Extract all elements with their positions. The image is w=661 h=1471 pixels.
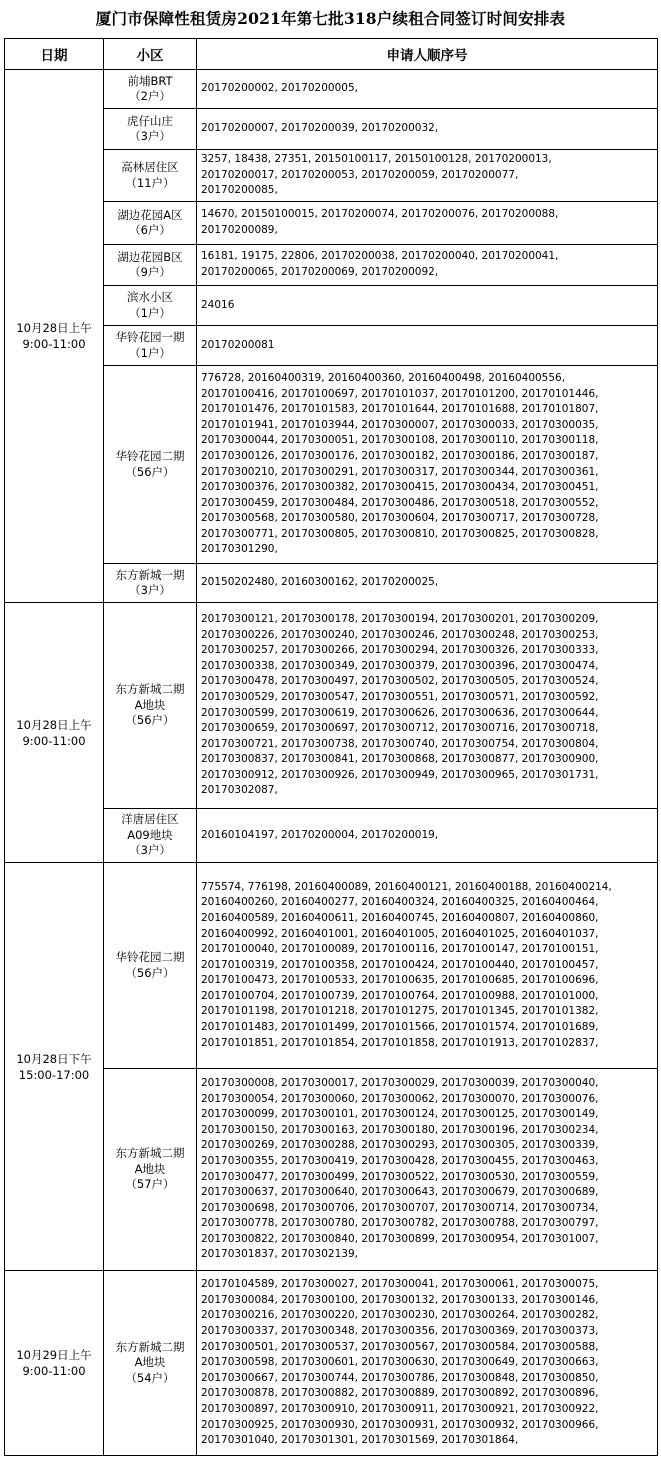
applicant-ids-line: 20170300599, 20170300619, 20170300626, 20170300636, 20170300644,: [201, 706, 599, 719]
table-row: [5, 863, 658, 1069]
applicant-ids-line: 20170200017, 20170200053, 20170200059, 20170200077,: [201, 168, 519, 181]
schedule-body: [5, 70, 658, 1456]
community-name-line: （56户）: [125, 965, 175, 980]
applicant-ids-cell: [197, 70, 658, 109]
date-text: 10月28日上午: [16, 321, 92, 335]
applicant-ids-line: 775574, 776198, 20160400089, 20160400121, 20160400188, 20160400214,: [201, 880, 612, 893]
applicant-ids-cell: [197, 603, 658, 809]
community-name-line: 湖边花园A区: [117, 207, 183, 222]
community-name-line: 洋唐居住区: [121, 812, 179, 827]
applicant-ids-line: 20150202480, 20160300162, 20170200025,: [201, 576, 439, 589]
community-cell: [104, 863, 197, 1069]
applicant-ids-line: 20170300529, 20170300547, 20170300551, 20170300571, 20170300592,: [201, 690, 599, 703]
applicant-ids-cell: [197, 863, 658, 1069]
applicant-ids-line: 20170300897, 20170300910, 20170300911, 20170300921, 20170300922,: [201, 1402, 599, 1415]
applicant-ids-line: 20170300667, 20170300744, 20170300786, 20170300848, 20170300850,: [201, 1371, 599, 1384]
date-text: 10月28日上午: [16, 717, 92, 732]
community-name-line: （11户）: [125, 175, 175, 190]
applicant-ids-cell: [197, 1271, 658, 1456]
community-cell: [104, 109, 197, 150]
applicant-ids-line: 20170300925, 20170300930, 20170300931, 20170300932, 20170300966,: [201, 1418, 599, 1431]
applicant-ids-cell: [197, 809, 658, 863]
applicant-ids-cell: [197, 245, 658, 286]
applicant-ids-cell: [197, 202, 658, 245]
applicant-ids-line: 20170300459, 20170300484, 20170300486, 20170300518, 20170300552,: [201, 496, 599, 509]
community-name-line: A09地块: [127, 827, 173, 842]
community-name-line: （6户）: [129, 223, 171, 237]
applicant-ids-line: 776728, 20160400319, 20160400360, 20160400498, 20160400556,: [201, 371, 566, 384]
community-name-line: 华铃花园一期: [115, 330, 185, 344]
community-cell: [104, 326, 197, 366]
community-cell: [104, 1271, 197, 1456]
applicant-ids-line: 20170300044, 20170300051, 20170300108, 20170300110, 20170300118,: [201, 434, 599, 447]
applicant-ids-line: 20170300216, 20170300220, 20170300230, 20170300264, 20170300282,: [201, 1309, 599, 1322]
applicant-ids-line: 20170300269, 20170300288, 20170300293, 20170300305, 20170300339,: [201, 1139, 599, 1152]
community-name-line: （9户）: [129, 265, 171, 279]
page-title: 厦门市保障性租赁房2021年第七批318户续租合同签订时间安排表: [95, 9, 566, 28]
applicant-ids-line: 20170101941, 20170103944, 20170300007, 20170300033, 20170300035,: [201, 418, 599, 431]
community-name-line: 东方新城二期: [115, 1146, 185, 1161]
applicant-ids-line: 14670, 20150100015, 20170200074, 20170200076, 20170200088,: [201, 208, 559, 221]
header-date: 日期: [5, 39, 104, 70]
applicant-ids-line: 20170200007, 20170200039, 20170200032,: [201, 122, 439, 135]
community-name-line: 滨水小区: [127, 290, 173, 304]
applicant-ids-cell: [197, 109, 658, 150]
community-cell: [104, 1069, 197, 1271]
community-name-line: 华铃花园二期: [115, 950, 185, 964]
community-name-line: （3户）: [129, 843, 171, 858]
applicant-ids-line: 20170300771, 20170300805, 20170300810, 20170300825, 20170300828,: [201, 527, 599, 540]
applicant-ids-line: 20170104589, 20170300027, 20170300041, 20170300061, 20170300075,: [201, 1278, 599, 1291]
community-cell: [104, 202, 197, 245]
applicant-ids-line: 20170300637, 20170300640, 20170300643, 20170300679, 20170300689,: [201, 1186, 599, 1199]
table-row: [5, 603, 658, 809]
applicant-ids-line: 20170100040, 20170100089, 20170100116, 20170100147, 20170100151,: [201, 943, 599, 956]
applicant-ids-line: 20170300912, 20170300926, 20170300949, 20170300965, 20170301731,: [201, 768, 599, 781]
applicant-ids-cell: [197, 150, 658, 202]
community-cell: [104, 150, 197, 202]
community-name-line: （2户）: [129, 89, 171, 103]
applicant-ids-cell: [197, 366, 658, 564]
applicant-ids-line: 20160104197, 20170200004, 20170200019,: [201, 828, 439, 841]
community-name-line: 东方新城二期: [115, 682, 185, 697]
table-row: [5, 70, 658, 109]
community-name-line: A地块: [134, 1161, 166, 1176]
date-cell: [5, 863, 104, 1271]
time-range: 9:00-11:00: [22, 1364, 86, 1378]
applicant-ids-line: 20170100704, 20170100739, 20170100764, 20170100988, 20170101000,: [201, 989, 599, 1002]
applicant-ids-line: 20170300226, 20170300240, 20170300246, 20170300248, 20170300253,: [201, 628, 599, 641]
applicant-ids-line: 20170200085,: [201, 184, 278, 197]
applicant-ids-cell: [197, 326, 658, 366]
applicant-ids-line: 20170300355, 20170300419, 20170300428, 20170300455, 20170300463,: [201, 1154, 599, 1167]
applicant-ids-line: 24016: [201, 298, 235, 311]
schedule-table: [4, 38, 658, 1456]
applicant-ids-line: 20170300099, 20170300101, 20170300124, 20170300125, 20170300149,: [201, 1108, 599, 1121]
header-row: [5, 39, 658, 70]
community-name-line: 东方新城二期: [115, 1339, 185, 1354]
community-name-line: （56户）: [125, 464, 175, 479]
applicant-ids-line: 20170300337, 20170300348, 20170300356, 20170300369, 20170300373,: [201, 1325, 599, 1338]
applicant-ids-line: 20170300778, 20170300780, 20170300782, 20170300788, 20170300797,: [201, 1217, 599, 1230]
community-name-line: （1户）: [129, 345, 171, 360]
community-name-line: 湖边花园B区: [117, 249, 183, 264]
community-name-line: A地块: [134, 697, 166, 712]
community-name-line: 虎仔山庄: [127, 113, 173, 128]
applicant-ids-line: 20170200081: [201, 338, 275, 351]
community-cell: [104, 245, 197, 286]
community-cell: [104, 564, 197, 603]
applicant-ids-line: 20170300210, 20170300291, 20170300317, 20170300344, 20170300361,: [201, 465, 599, 478]
applicant-ids-line: 20170300598, 20170300601, 20170300630, 20170300649, 20170300663,: [201, 1356, 599, 1369]
header-community: 小区: [104, 39, 197, 70]
applicant-ids-line: 20170300126, 20170300176, 20170300182, 20170300186, 20170300187,: [201, 449, 599, 462]
applicant-ids-line: 20170300054, 20170300060, 20170300062, 20170300070, 20170300076,: [201, 1092, 599, 1105]
community-cell: [104, 70, 197, 109]
applicant-ids-cell: [197, 564, 658, 603]
applicant-ids-line: 20170300478, 20170300497, 20170300502, 20170300505, 20170300524,: [201, 675, 599, 688]
community-name-line: 高林居住区: [121, 160, 179, 174]
applicant-ids-line: 20160400992, 20160401001, 20160401005, 20160401025, 20160401037,: [201, 927, 599, 940]
applicant-ids-line: 3257, 18438, 27351, 20150100117, 20150100128, 20170200013,: [201, 153, 552, 166]
time-range: 9:00-11:00: [22, 337, 86, 351]
applicant-ids-line: 20170302087,: [201, 784, 278, 797]
applicant-ids-line: 20170200089,: [201, 224, 278, 236]
applicant-ids-line: 20170301290,: [201, 543, 278, 556]
applicant-ids-line: 20170101476, 20170101583, 20170101644, 20170101688, 20170101807,: [201, 403, 599, 416]
date-cell: [5, 70, 104, 603]
applicant-ids-line: 20170300121, 20170300178, 20170300194, 20170300201, 20170300209,: [201, 612, 599, 625]
applicant-ids-line: 20170300477, 20170300499, 20170300522, 20170300530, 20170300559,: [201, 1170, 599, 1183]
community-cell: [104, 603, 197, 809]
applicant-ids-line: 20170300084, 20170300100, 20170300132, 20170300133, 20170300146,: [201, 1293, 599, 1306]
applicant-ids-line: 20170300822, 20170300840, 20170300899, 20170300954, 20170301007,: [201, 1232, 599, 1245]
applicant-ids-line: 20170100416, 20170100697, 20170101037, 20170101200, 20170101446,: [201, 387, 599, 400]
community-name-line: （54户）: [125, 1370, 175, 1385]
applicant-ids-line: 16181, 19175, 22806, 20170200038, 20170200040, 20170200041,: [201, 250, 559, 263]
applicant-ids-line: 20170300376, 20170300382, 20170300415, 20170300434, 20170300451,: [201, 481, 599, 494]
community-name-line: （1户）: [129, 305, 171, 320]
community-name-line: （56户）: [125, 713, 175, 728]
applicant-ids-line: 20170300837, 20170300841, 20170300868, 20170300877, 20170300900,: [201, 753, 599, 766]
community-name-line: （3户）: [129, 583, 171, 597]
community-cell: [104, 286, 197, 326]
applicant-ids-line: 20170101851, 20170101854, 20170101858, 20170101913, 20170102837,: [201, 1036, 599, 1049]
date-text: 10月28日下午: [16, 1051, 92, 1066]
table-row: [5, 1271, 658, 1456]
applicant-ids-line: 20170300659, 20170300697, 20170300712, 20170300716, 20170300718,: [201, 722, 599, 735]
applicant-ids-line: 20170300698, 20170300706, 20170300707, 20170300714, 20170300734,: [201, 1201, 599, 1214]
applicant-ids-line: 20170301040, 20170301301, 20170301569, 20170301864,: [201, 1434, 519, 1447]
applicant-ids-line: 20170300721, 20170300738, 20170300740, 20170300754, 20170300804,: [201, 737, 599, 750]
applicant-ids-line: 20170300008, 20170300017, 20170300029, 20170300039, 20170300040,: [201, 1076, 599, 1089]
community-name-line: A地块: [134, 1355, 166, 1370]
community-name-line: 华铃花园二期: [115, 449, 185, 463]
community-name-line: （57户）: [125, 1177, 175, 1192]
applicant-ids-line: 20170100319, 20170100358, 20170100424, 20170100440, 20170100457,: [201, 958, 599, 971]
applicant-ids-line: 20170300150, 20170300163, 20170300180, 20170300196, 20170300234,: [201, 1123, 599, 1136]
community-name-line: 东方新城一期: [115, 567, 185, 582]
community-name-line: （3户）: [129, 129, 171, 143]
applicant-ids-line: 20170300501, 20170300537, 20170300567, 20170300584, 20170300588,: [201, 1340, 599, 1353]
date-text: 10月29日上午: [16, 1348, 92, 1362]
header-ids: 申请人顺序号: [197, 39, 658, 70]
applicant-ids-line: 20170100473, 20170100533, 20170100635, 20170100685, 20170100696,: [201, 974, 599, 987]
community-name-line: 前埔BRT: [127, 73, 173, 88]
applicant-ids-line: 20170200002, 20170200005,: [201, 82, 358, 95]
time-range: 9:00-11:00: [22, 733, 86, 748]
applicant-ids-line: 20160400589, 20160400611, 20160400745, 20160400807, 20160400860,: [201, 911, 599, 924]
applicant-ids-line: 20170200065, 20170200069, 20170200092,: [201, 266, 439, 278]
applicant-ids-line: 20170300878, 20170300882, 20170300889, 20170300892, 20170300896,: [201, 1387, 599, 1400]
community-cell: [104, 366, 197, 564]
applicant-ids-line: 20170101198, 20170101218, 20170101275, 20170101345, 20170101382,: [201, 1005, 599, 1018]
applicant-ids-line: 20160400260, 20160400277, 20160400324, 20160400325, 20160400464,: [201, 896, 599, 909]
applicant-ids-line: 20170300338, 20170300349, 20170300379, 20170300396, 20170300474,: [201, 659, 599, 672]
applicant-ids-cell: [197, 1069, 658, 1271]
applicant-ids-line: 20170301837, 20170302139,: [201, 1248, 358, 1261]
applicant-ids-line: 20170300257, 20170300266, 20170300294, 20170300326, 20170300333,: [201, 644, 599, 657]
applicant-ids-line: 20170300568, 20170300580, 20170300604, 20170300717, 20170300728,: [201, 512, 599, 525]
applicant-ids-cell: [197, 286, 658, 326]
applicant-ids-line: 20170101483, 20170101499, 20170101566, 20170101574, 20170101689,: [201, 1021, 599, 1034]
date-cell: [5, 603, 104, 863]
community-cell: [104, 809, 197, 863]
date-cell: [5, 1271, 104, 1456]
time-range: 15:00-17:00: [18, 1067, 90, 1082]
